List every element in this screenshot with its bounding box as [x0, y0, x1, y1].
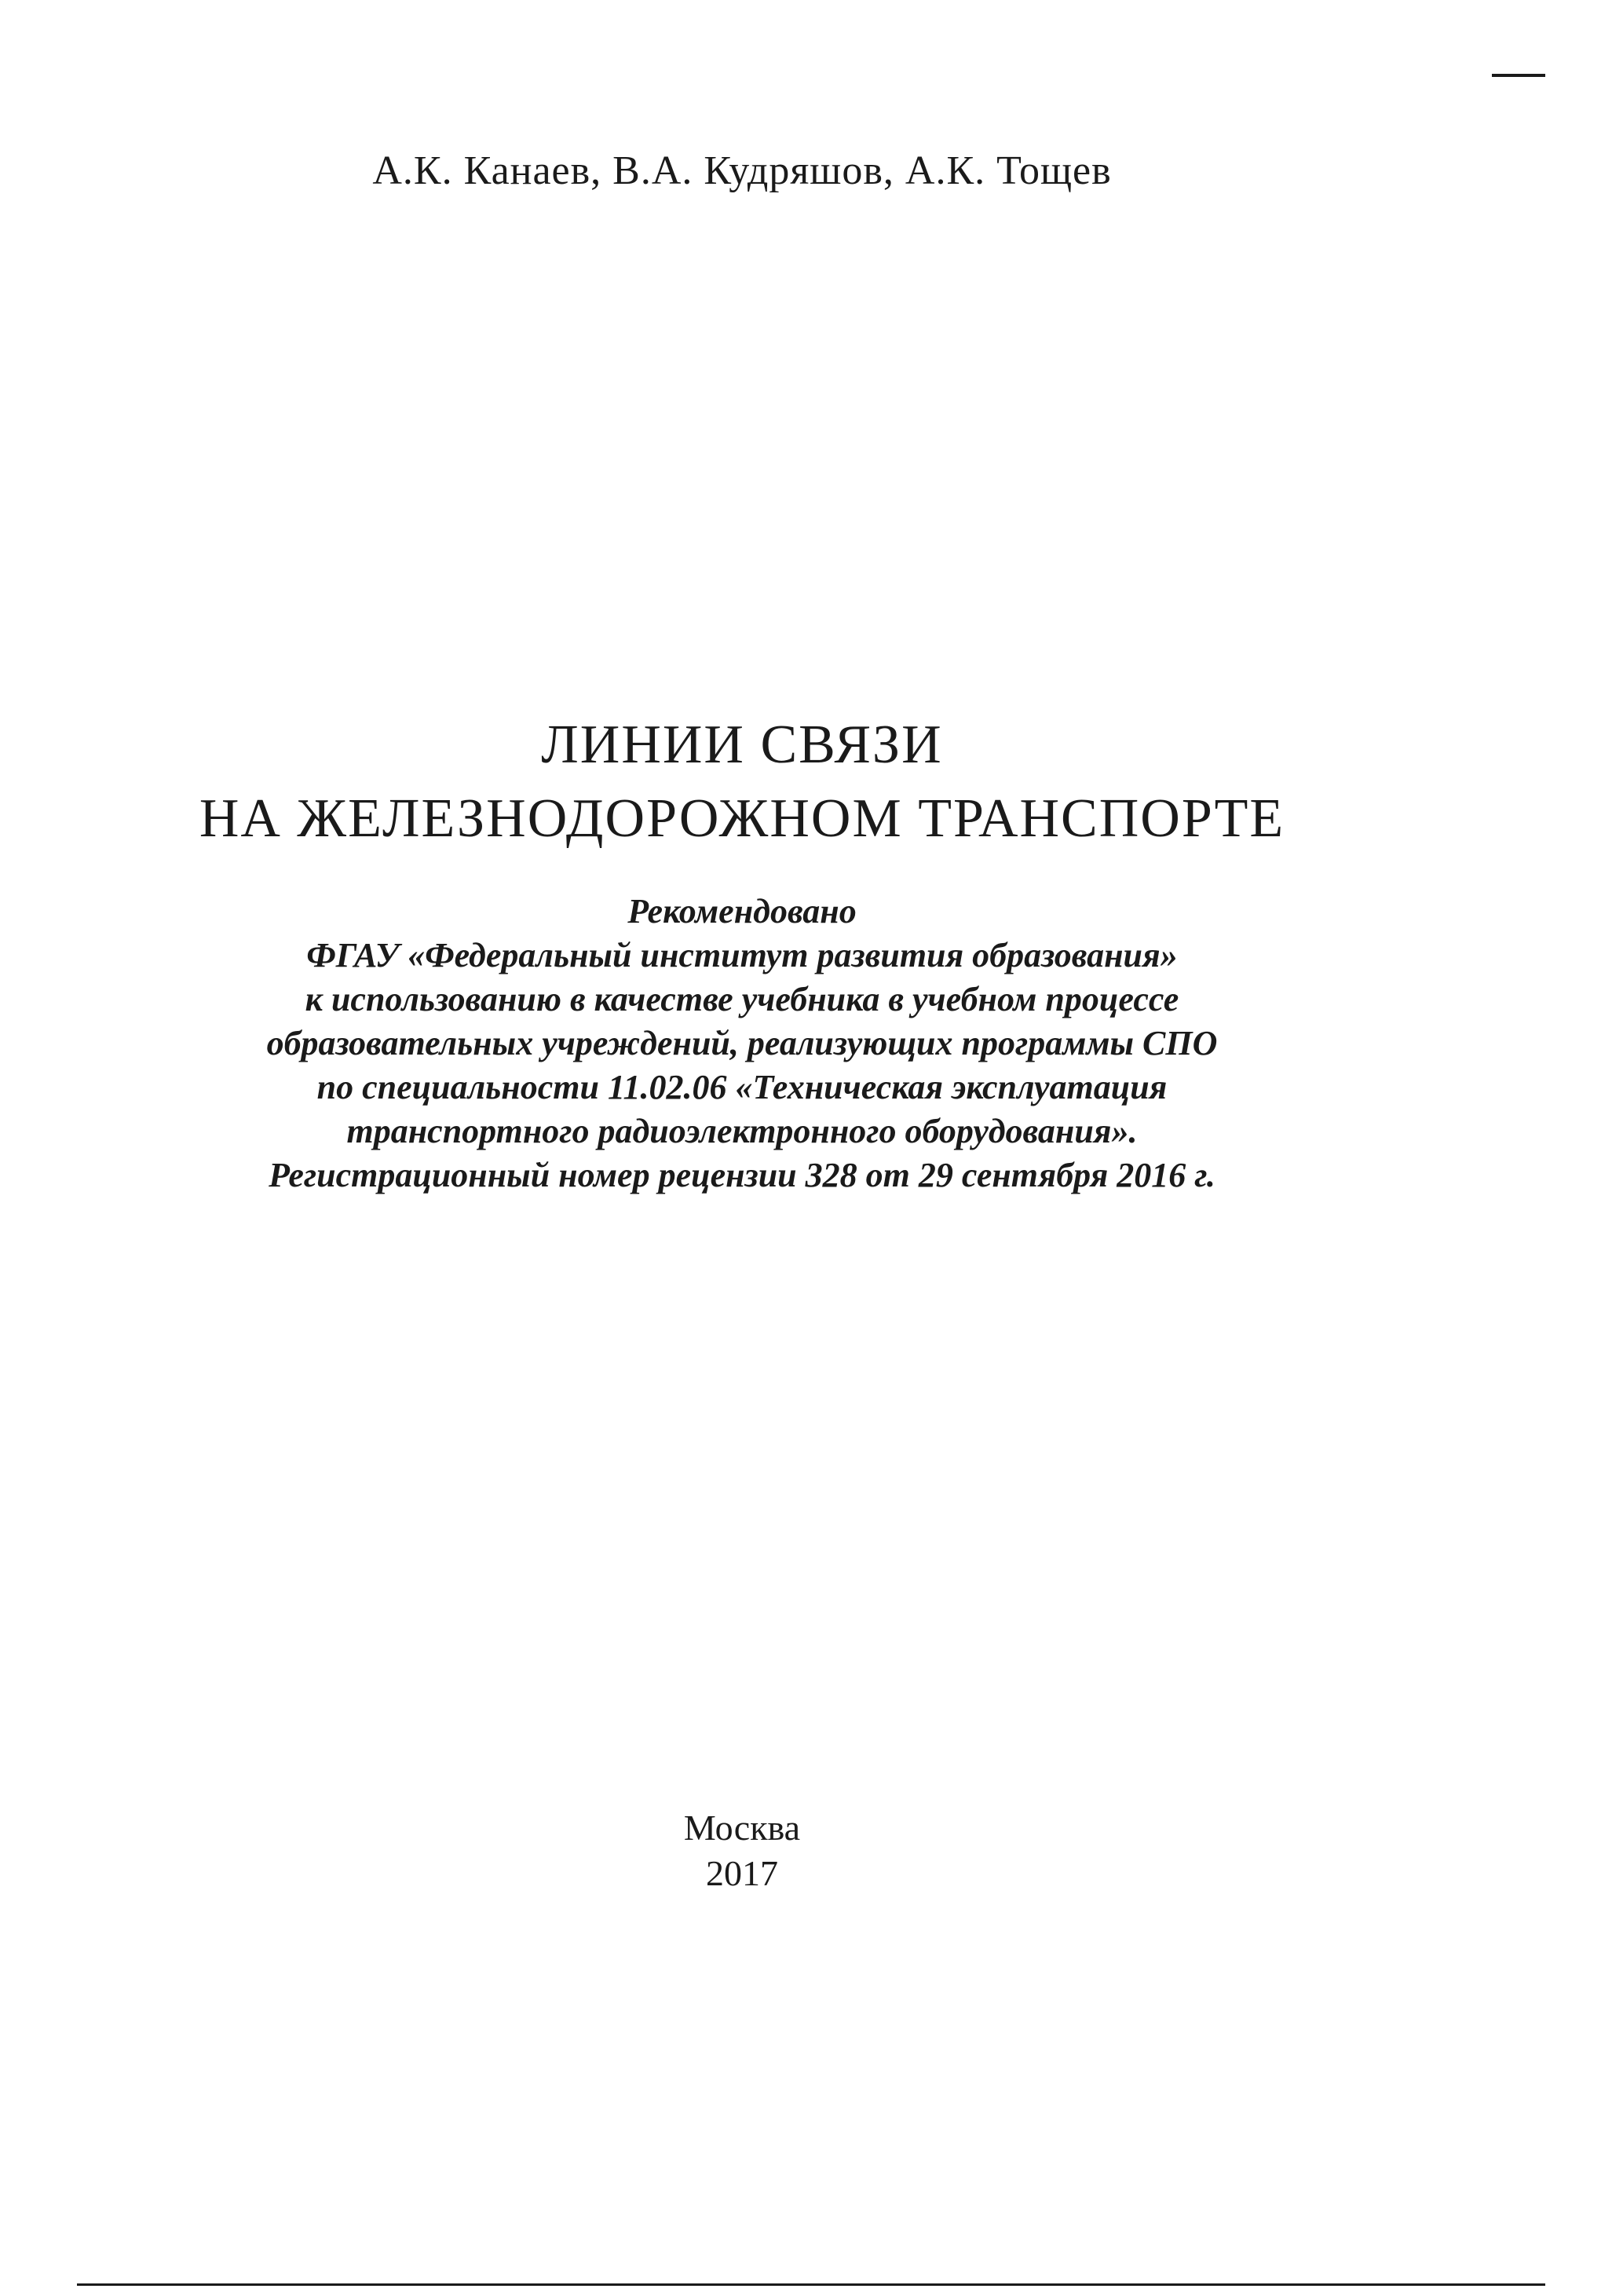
- recommendation-line: Регистрационный номер рецензии 328 от 29 сентября 2016 г.: [269, 1156, 1215, 1194]
- imprint-city: Москва: [683, 1808, 801, 1848]
- recommendation-line: образовательных учреждений, реализующих программы СПО: [266, 1024, 1218, 1062]
- authors-line: А.К. Канаев, В.А. Кудряшов, А.К. Тощев: [372, 148, 1112, 193]
- recommendation-line: транспортного радиоэлектронного оборудования».: [346, 1112, 1138, 1150]
- book-title-line-2: НА ЖЕЛЕЗНОДОРОЖНОМ ТРАНСПОРТЕ: [199, 788, 1285, 849]
- book-title-line-1: ЛИНИИ СВЯЗИ: [541, 715, 943, 775]
- recommendation-line: к использованию в качестве учебника в учебном процессе: [305, 980, 1179, 1018]
- recommendation-line: по специальности 11.02.06 «Техническая эксплуатация: [316, 1068, 1168, 1106]
- corner-dash-mark: [1492, 74, 1545, 77]
- recommendation-block: [0, 890, 1484, 1197]
- imprint-year: 2017: [706, 1853, 778, 1893]
- imprint-block: [0, 1805, 1484, 1896]
- recommendation-line: Рекомендовано: [627, 892, 857, 930]
- recommendation-line: ФГАУ «Федеральный институт развития образования»: [306, 936, 1178, 974]
- book-title: [0, 708, 1484, 856]
- bottom-divider: [77, 2283, 1545, 2286]
